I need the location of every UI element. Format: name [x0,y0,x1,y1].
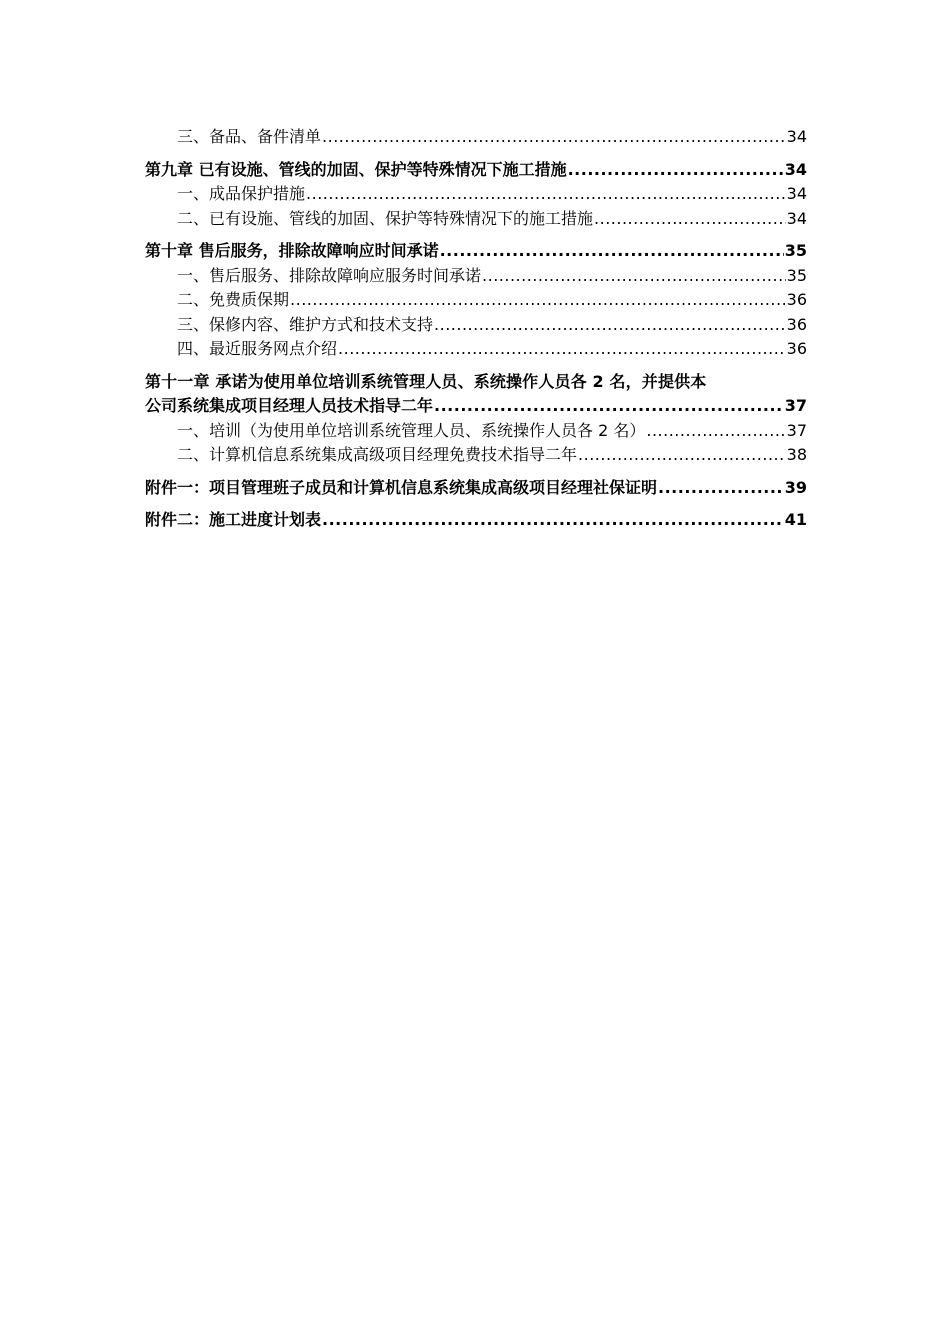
toc-entry-title: 四、最近服务网点介绍 [177,339,338,358]
toc-entry[interactable] [145,264,807,289]
toc-page-number: 35 [784,241,807,260]
toc-chapter-title: 第十章 售后服务，排除故障响应时间承诺 [145,241,439,260]
toc-entry-title: 二、计算机信息系统集成高级项目经理免费技术指导二年 [177,445,578,464]
dot-leader [306,182,786,207]
dot-leader [578,443,786,468]
dot-leader [658,476,784,501]
toc-chapter-entry[interactable] [145,239,807,264]
toc-appendix-entry[interactable] [145,476,807,501]
toc-chapter-entry[interactable] [145,158,807,183]
toc-chapter-title: 第九章 已有设施、管线的加固、保护等特殊情况下施工措施 [145,159,567,179]
toc-entry-title: 一、培训（为使用单位培训系统管理人员、系统操作人员各 2 名） [177,420,646,440]
toc-page-number: 39 [784,477,807,497]
toc-page-number: 34 [786,184,807,203]
dot-leader [568,158,784,183]
table-of-contents [145,125,807,533]
toc-entry-title: 二、免费质保期 [177,290,290,309]
dot-leader [482,264,786,289]
toc-entry-title: 一、成品保护措施 [177,184,306,203]
toc-page-number: 34 [784,159,807,179]
toc-page-number: 34 [786,127,807,146]
toc-appendix-entry[interactable] [145,508,807,533]
dot-leader [290,288,786,313]
toc-appendix-title: 附件一：项目管理班子成员和计算机信息系统集成高级项目经理社保证明 [145,477,658,497]
dot-leader [646,419,785,444]
dot-leader [594,207,786,232]
toc-page-number: 35 [786,265,807,285]
toc-page-number: 36 [786,290,807,309]
toc-entry[interactable] [145,182,807,207]
toc-chapter-entry[interactable] [145,370,807,419]
toc-chapter-title-line1: 第十一章 承诺为使用单位培训系统管理人员、系统操作人员各 2 名，并提供本 [145,371,707,391]
toc-page-number: 37 [784,396,807,415]
toc-entry[interactable] [145,443,807,468]
toc-appendix-title: 附件二：施工进度计划表 [145,510,322,529]
toc-entry-title: 三、保修内容、维护方式和技术支持 [177,314,434,334]
toc-entry[interactable] [145,313,807,338]
dot-leader [322,125,786,150]
dot-leader [434,313,786,338]
toc-entry-title: 二、已有设施、管线的加固、保护等特殊情况下的施工措施 [177,208,594,228]
toc-page-number: 38 [786,445,807,464]
dot-leader [322,508,784,533]
toc-entry[interactable] [145,207,807,232]
toc-entry-title: 一、售后服务、排除故障响应服务时间承诺 [177,265,482,285]
toc-page-number: 37 [786,420,807,440]
dot-leader [338,337,786,362]
toc-page-number: 41 [784,510,807,529]
toc-entry[interactable] [145,419,807,444]
toc-page-number: 36 [786,314,807,334]
toc-entry[interactable] [145,125,807,150]
toc-chapter-title-line2-row [145,394,807,419]
dot-leader [434,394,784,419]
toc-page-number: 34 [786,208,807,228]
toc-page-number: 36 [786,339,807,358]
toc-entry[interactable] [145,337,807,362]
toc-entry-title: 三、备品、备件清单 [177,127,322,146]
toc-entry[interactable] [145,288,807,313]
toc-chapter-title-line2: 公司系统集成项目经理人员技术指导二年 [145,396,434,415]
dot-leader [440,239,784,264]
